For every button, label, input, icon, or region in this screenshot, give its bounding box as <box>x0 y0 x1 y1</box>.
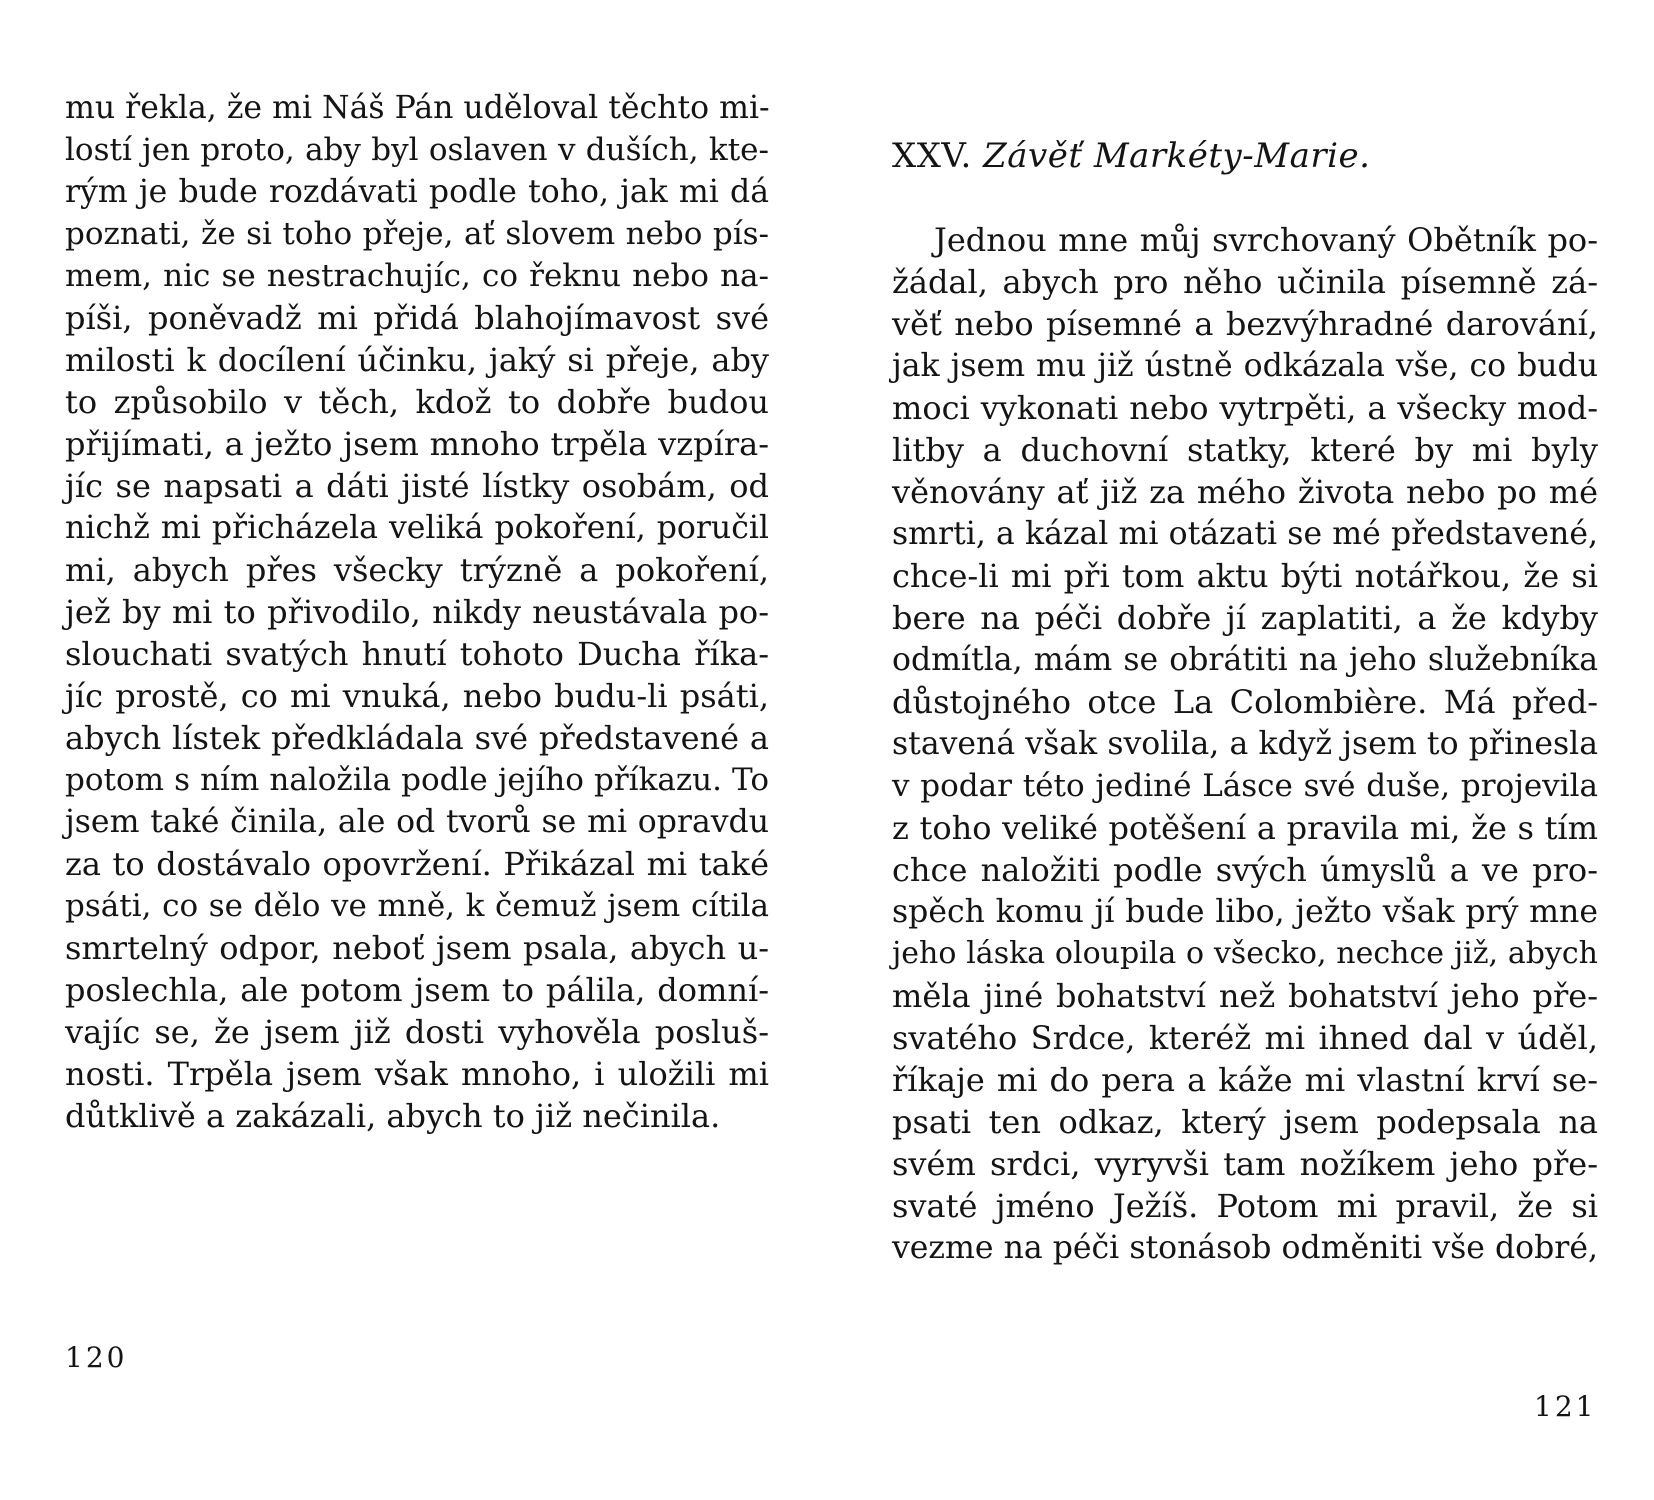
text-line: moci vykonati nebo vytrpěti, a všecky mod- <box>892 389 1598 427</box>
text-line: jež by mi to přivodilo, nikdy neustávala po- <box>65 593 769 631</box>
text-line: jíc prostě, co mi vnuká, nebo budu-li psáti, <box>65 677 769 715</box>
text-line: psati ten odkaz, který jsem podepsala na <box>892 1103 1598 1141</box>
text-line: říkaje mi do pera a káže mi vlastní krví se- <box>892 1061 1598 1099</box>
text-line: bere na péči dobře jí zaplatiti, a že kdyby <box>892 599 1598 637</box>
text-line: smrti, a kázal mi otázati se mé představené, <box>892 516 1598 552</box>
text-line: potom s ním naložila podle jejího příkazu. To <box>65 762 769 798</box>
text-line: jsem také činila, ale od tvorů se mi opravdu <box>65 804 769 840</box>
text-line: poslechla, ale potom jsem to pálila, domní- <box>65 971 769 1009</box>
text-line: litby a duchovní statky, které by mi byly <box>892 431 1598 469</box>
text-line: Jednou mne můj svrchovaný Obětník po- <box>934 221 1598 259</box>
text-line: abych lístek předkládala své představené a <box>65 719 769 757</box>
text-line: milosti k docílení účinku, jaký si přeje, aby <box>65 341 769 379</box>
text-line: žádal, abych pro něho učinila písemně zá- <box>892 263 1598 301</box>
text-line: chce-li mi při tom aktu býti notářkou, že si <box>892 557 1598 595</box>
text-line: psáti, co se dělo ve mně, k čemuž jsem cítila <box>65 888 769 924</box>
text-line: stavená však svolila, a když jsem to přinesla <box>892 726 1598 762</box>
text-line: svatého Srdce, kteréž mi ihned dal v úděl, <box>892 1019 1598 1057</box>
text-line: odmítla, mám se obrátiti na jeho služebníka <box>892 642 1598 678</box>
text-line: slouchati svatých hnutí tohoto Ducha říka- <box>65 635 769 673</box>
text-line: spěch komu jí bude libo, ježto však prý mne <box>892 894 1598 930</box>
text-line: chce naložiti podle svých úmyslů a ve pro- <box>892 851 1598 889</box>
text-line: svaté jméno Ježíš. Potom mi pravil, že si <box>892 1187 1598 1225</box>
text-line: věť nebo písemné a bezvýhradné darování, <box>892 305 1598 343</box>
page-number: 120 <box>65 1341 128 1374</box>
text-line: důstojného otce La Colombière. Má před- <box>892 683 1598 721</box>
text-line: nosti. Trpěla jsem však mnoho, i uložili mi <box>65 1055 769 1093</box>
page-number: 121 <box>1534 1390 1597 1423</box>
text-line: za to dostávalo opovržení. Přikázal mi také <box>65 845 769 883</box>
text-line: nichž mi přicházela veliká pokoření, poručil <box>65 510 769 546</box>
text-line: důtklivě a zakázali, abych to již nečinila. <box>65 1097 721 1135</box>
text-line: lostí jen proto, aby byl oslaven v duších, kte- <box>65 132 769 168</box>
chapter-heading <box>892 134 1370 178</box>
text-line: věnovány ať již za mého života nebo po mé <box>892 473 1598 511</box>
text-line: vajíc se, že jsem již dosti vyhověla posluš- <box>65 1013 769 1051</box>
right-page <box>827 0 1654 1500</box>
text-line: přijímati, a ježto jsem mnoho trpěla vzpíra- <box>65 425 769 463</box>
text-line: poznati, že si toho přeje, ať slovem nebo pís- <box>65 216 769 252</box>
text-line: z toho veliké potěšení a pravila mi, že s tím <box>892 809 1598 847</box>
text-line: mem, nic se nestrachujíc, co řeknu nebo na- <box>65 258 769 294</box>
text-line: vezme na péči stonásob odměniti vše dobré, <box>892 1230 1598 1266</box>
text-line: smrtelný odpor, neboť jsem psala, abych u- <box>65 929 769 967</box>
text-line: rým je bude rozdávati podle toho, jak mi dá <box>65 174 769 210</box>
text-line: v podar této jediné Lásce své duše, projevila <box>892 768 1598 804</box>
text-line: píši, poněvadž mi přidá blahojímavost své <box>65 299 769 337</box>
text-line: jak jsem mu již ústně odkázala vše, co budu <box>892 348 1598 384</box>
text-line: jeho láska oloupila o všecko, nechce již, abych <box>892 936 1598 971</box>
text-line: měla jiné bohatství než bohatství jeho pře- <box>892 977 1598 1015</box>
text-line: jíc se napsati a dáti jisté lístky osobám, od <box>65 467 769 505</box>
chapter-number: XXV. <box>892 136 972 176</box>
text-line: to způsobilo v těch, kdož to dobře budou <box>65 383 769 421</box>
text-line: mu řekla, že mi Náš Pán uděloval těchto mi- <box>65 90 770 126</box>
text-line: mi, abych přes všecky trýzně a pokoření, <box>65 551 769 589</box>
text-line: svém srdci, vyryvši tam nožíkem jeho pře- <box>892 1145 1598 1183</box>
chapter-title: Závěť Markéty-Marie. <box>983 136 1371 176</box>
